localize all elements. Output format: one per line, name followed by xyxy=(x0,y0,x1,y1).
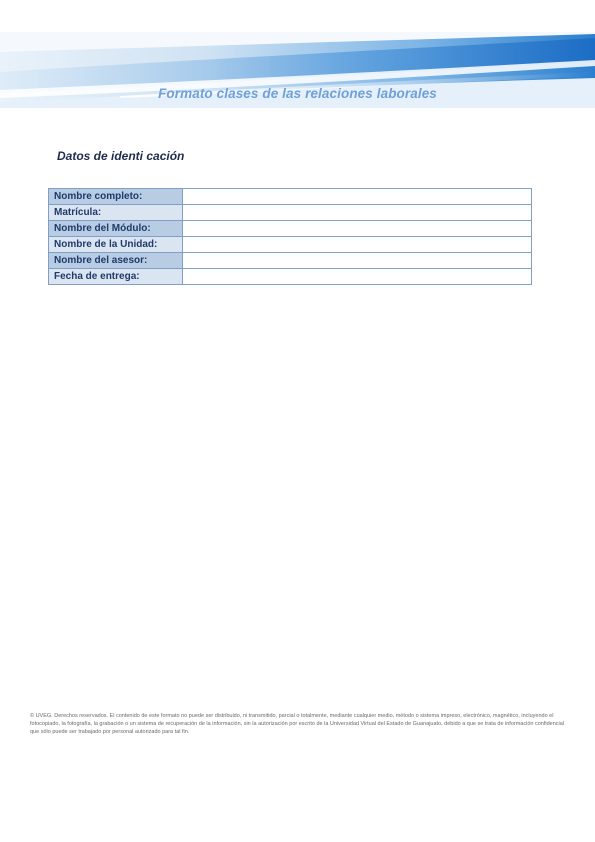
table-row xyxy=(49,189,532,205)
table-row xyxy=(49,237,532,253)
field-label-fecha-entrega: Fecha de entrega: xyxy=(49,269,183,285)
field-value-fecha-entrega[interactable] xyxy=(183,269,532,285)
field-value-modulo[interactable] xyxy=(183,221,532,237)
field-value-asesor[interactable] xyxy=(183,253,532,269)
field-label-asesor: Nombre del asesor: xyxy=(49,253,183,269)
table-row xyxy=(49,253,532,269)
field-label-matricula: Matrícula: xyxy=(49,205,183,221)
field-label-unidad: Nombre de la Unidad: xyxy=(49,237,183,253)
table-row xyxy=(49,205,532,221)
field-value-unidad[interactable] xyxy=(183,237,532,253)
field-label-modulo: Nombre del Módulo: xyxy=(49,221,183,237)
identification-table xyxy=(48,188,532,285)
document-title xyxy=(0,86,595,101)
field-label-nombre-completo: Nombre completo: xyxy=(49,189,183,205)
document-title-text: Formato clases de las relaciones laborales xyxy=(158,86,437,101)
field-value-nombre-completo[interactable] xyxy=(183,189,532,205)
field-value-matricula[interactable] xyxy=(183,205,532,221)
copyright-notice: © UVEG. Derechos reservados. El contenido de este formato no puede ser distribuido, ni transmitido, parcial o totalmente, mediante cualquier medio, método o sistema impreso, electrónico, magnético, incluyendo el fotocopiado, la fotografía, la grabación o un sistema de recuperación de la información, sin la autorización por escrito de la Universidad Virtual del Estado de Guanajuato, debido a que se trata de información confidencial que sólo puede ser trabajado por personal autorizado para tal fin. xyxy=(30,713,565,735)
table-row xyxy=(49,221,532,237)
table-row xyxy=(49,269,532,285)
section-title: Datos de identi cación xyxy=(57,149,185,163)
